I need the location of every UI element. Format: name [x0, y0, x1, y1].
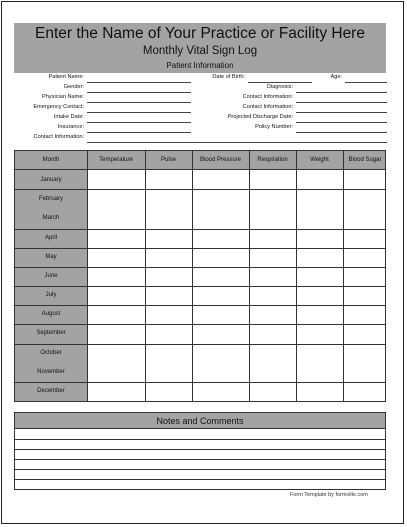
row-divider — [15, 267, 385, 268]
field-label: Date of Birth: — [212, 74, 245, 80]
column-header-temperature: Temperature — [99, 157, 133, 163]
emergency-contact-field[interactable] — [33, 103, 191, 113]
footer-credit: Form Template by formville.com — [290, 492, 368, 498]
column-header-respiration: Respiration — [257, 157, 288, 163]
contact-information-field[interactable] — [242, 93, 387, 103]
notes-line[interactable] — [15, 459, 385, 460]
field-label: Insurance: — [57, 124, 84, 130]
month-july: July — [45, 292, 57, 298]
field-label: Intake Date: — [53, 114, 84, 120]
field-label: Contact Information: — [33, 134, 84, 140]
gender-field[interactable] — [63, 83, 191, 93]
month-march: March — [42, 215, 60, 221]
date-of-birth-field[interactable] — [212, 73, 312, 83]
field-label: Contact Information: — [242, 104, 293, 110]
field-label: Diagnosis: — [266, 84, 293, 90]
month-june: June — [44, 273, 58, 279]
row-divider — [15, 286, 385, 287]
month-september: September — [36, 330, 66, 336]
column-header-blood-sugar: Blood Sugar — [348, 157, 382, 163]
diagnosis-field[interactable] — [266, 83, 387, 93]
month-november: November — [37, 369, 65, 375]
month-april: April — [44, 235, 57, 241]
field-label: Patient Name: — [48, 74, 84, 80]
month-december: December — [37, 388, 65, 394]
month-october: October — [40, 350, 62, 356]
policy-number-field[interactable] — [255, 123, 387, 133]
notes-line[interactable] — [15, 469, 385, 470]
row-divider — [15, 248, 385, 249]
vital-signs-table — [14, 150, 386, 402]
projected-discharge-date-field[interactable] — [227, 113, 387, 123]
notes-heading: Notes and Comments — [15, 413, 385, 429]
field-label: Projected Discharge Date: — [227, 114, 293, 120]
field-label: Gender: — [63, 84, 84, 90]
field-label: Age: — [330, 74, 342, 80]
row-divider — [15, 344, 385, 345]
contact-information-field[interactable] — [33, 133, 387, 143]
field-label: Policy Number: — [255, 124, 293, 130]
notes-line[interactable] — [15, 449, 385, 450]
notes-line[interactable] — [15, 479, 385, 480]
row-divider — [15, 324, 385, 325]
notes-section — [14, 412, 386, 490]
month-february: February — [38, 196, 63, 202]
month-january: January — [40, 177, 62, 183]
row-divider — [15, 305, 385, 306]
column-header-month: Month — [42, 157, 60, 163]
contact-information-field[interactable] — [242, 103, 387, 113]
row-divider — [15, 382, 385, 383]
field-label: Physician Name: — [42, 94, 84, 100]
patient-info-heading: Patient Information — [166, 61, 234, 70]
column-header-weight: Weight — [310, 157, 329, 163]
insurance-field[interactable] — [57, 123, 191, 133]
month-august: August — [41, 311, 61, 317]
field-label: Contact Information: — [242, 94, 293, 100]
column-header-blood-pressure: Blood Pressure — [199, 157, 242, 163]
field-label: Emergency Contact: — [33, 104, 84, 110]
form-subtitle: Monthly Vital Sign Log — [142, 45, 258, 57]
intake-date-field[interactable] — [53, 113, 191, 123]
form-header — [14, 23, 386, 73]
facility-title: Enter the Name of Your Practice or Facility Here — [35, 25, 365, 42]
physician-name-field[interactable] — [42, 93, 191, 103]
table-header-row — [15, 151, 385, 170]
row-divider — [15, 189, 385, 190]
age-field[interactable] — [330, 73, 387, 83]
month-may: May — [45, 254, 57, 260]
column-header-pulse: Pulse — [160, 157, 176, 163]
notes-line[interactable] — [15, 439, 385, 440]
patient-name-field[interactable] — [48, 73, 191, 83]
row-divider — [15, 229, 385, 230]
